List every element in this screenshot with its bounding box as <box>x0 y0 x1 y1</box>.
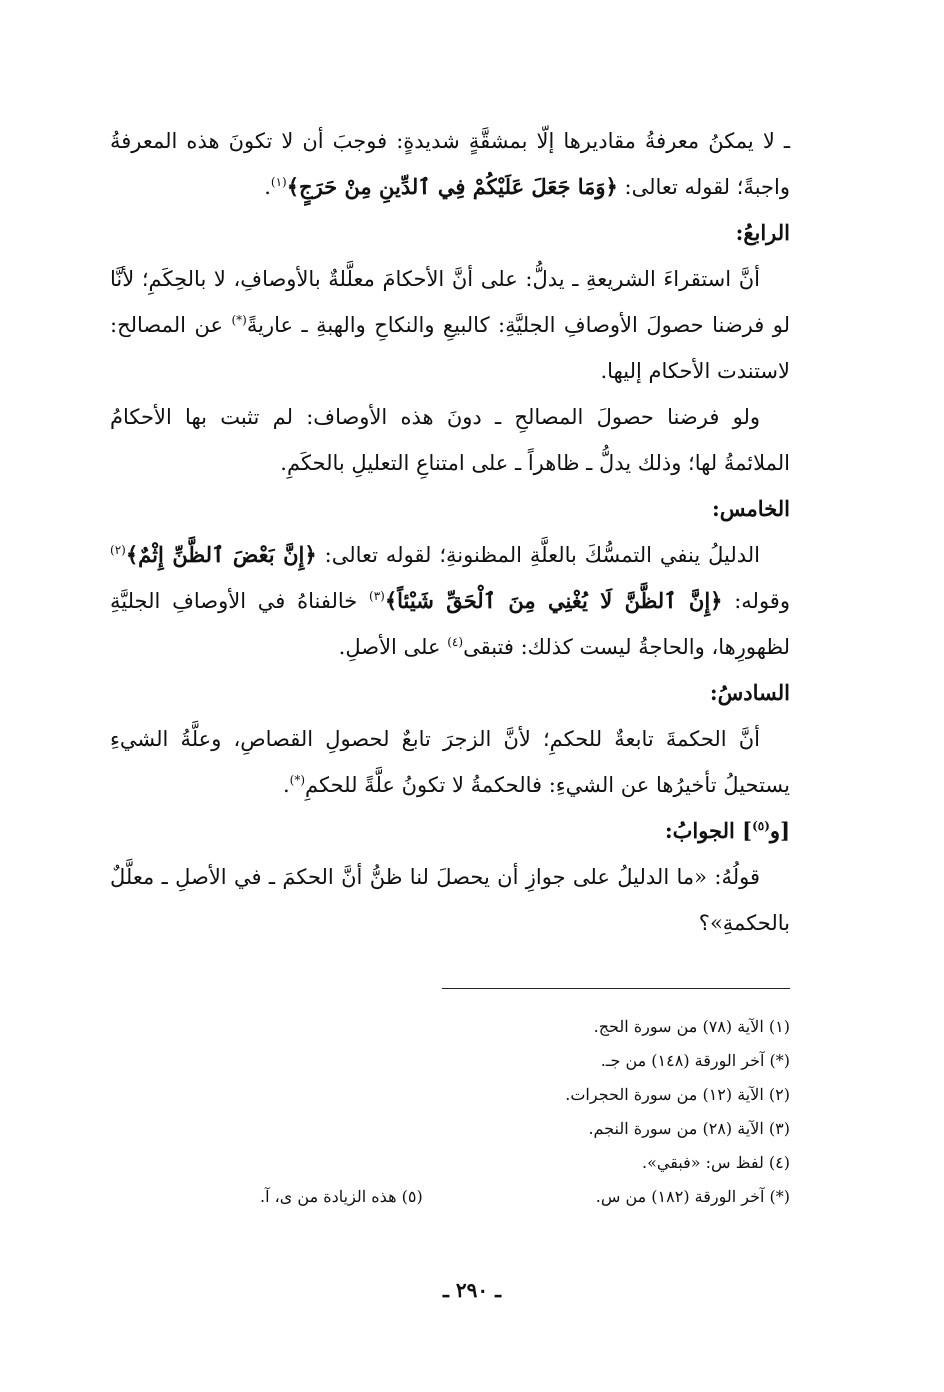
footnote-ref-4: (٤) <box>447 635 464 649</box>
footnote-ref-1: (١) <box>270 175 287 189</box>
footnote-1: (١) الآية (٧٨) من سورة الحج. <box>593 1017 790 1036</box>
footnote-ref-star-1: (*) <box>231 313 247 327</box>
page-number: ـ ٢٩٠ ـ <box>443 1278 501 1302</box>
paragraph-3: ولو فرضنا حصولَ المصالحِ ـ دونَ هذه الأوصاف: لم تثبت بها الأحكامُ الملائمةُ لها؛ وذلك يدلُّ ـ ظاهراً ـ على امتناعِ التعليلِ بالحكَمِ. <box>110 405 790 475</box>
footnote-5: (٥) هذه الزيادة من ى، آ. <box>260 1187 423 1206</box>
paragraph-5-text: أنَّ الحكمةَ تابعةٌ للحكمِ؛ لأنَّ الزجرَ تابعٌ لحصولِ القصاصِ، وعلَّةُ الشيءِ يستحيلُ تأخيرُها عن الشيءِ: فالحكمةُ لا تكونُ علَّةً للحكمِ <box>110 727 790 797</box>
footnote-ref-2: (٢) <box>110 543 126 557</box>
footnote-last-row <box>260 1180 790 1214</box>
paragraph-4-text-a: الدليلُ ينفي التمسُّكَ بالعلَّةِ المظنونةِ؛ لقوله تعالى: <box>324 543 760 567</box>
footnote-divider <box>442 988 790 989</box>
footnote-star-1: (*) آخر الورقة (١٤٨) من جـ. <box>600 1051 790 1070</box>
footnote-3: (٣) الآية (٢٨) من سورة النجم. <box>588 1119 790 1138</box>
paragraph-1-end: . <box>264 175 271 199</box>
footnotes <box>110 1010 790 1214</box>
heading-answer <box>110 808 790 854</box>
paragraph-6: قولُهُ: «ما الدليلُ على جوازِ أن يحصلَ لنا ظنُّ أنَّ الحكمَ ـ في الأصلِ ـ معلَّلٌ بالحكمةِ»؟ <box>110 865 790 935</box>
quran-verse-1: ﴿وَمَا جَعَلَ عَلَيْكُمْ فِي ٱلدِّينِ مِنْ حَرَجٍ﴾ <box>286 174 618 199</box>
quran-verse-2: ﴿إِنَّ بَعْضَ ٱلظَّنِّ إِثْمٌ﴾ <box>125 542 317 567</box>
main-text <box>110 118 790 946</box>
footnote-star-2: (*) آخر الورقة (١٨٢) من س. <box>595 1187 790 1206</box>
footnote-2: (٢) الآية (١٢) من سورة الحجرات. <box>565 1085 790 1104</box>
paragraph-5 <box>110 716 790 808</box>
quran-verse-3: ﴿إِنَّ ٱلظَّنَّ لَا يُغْنِي مِنَ ٱلْحَقِّ شَيْئاً﴾ <box>384 588 723 613</box>
footnote-4: (٤) لفظ س: «فبقي». <box>642 1153 790 1172</box>
paragraph-4-text-b: وقوله: <box>734 589 790 613</box>
paragraph-4 <box>110 532 790 670</box>
footnote-ref-5: (٥) <box>752 819 770 833</box>
paragraph-4-text-c: خالفناهُ في الأوصافِ الجليَّةِ لظهورِها، والحاجةُ ليست كذلك: فتبقى <box>110 589 790 659</box>
paragraph-2-text: أنَّ استقراءَ الشريعةِ ـ يدلُّ: على أنَّ الأحكامَ معلَّلةٌ بالأوصافِ، لا بالحِكَمِ؛ لأنَّا لو فرضنا حصولَ الأوصافِ الجليَّةِ: كالبيعِ والنكاحِ والهبةِ ـ عاريةً <box>110 267 790 337</box>
heading-sixth: السادسُ: <box>709 680 790 705</box>
paragraph-2 <box>110 256 790 394</box>
heading-fifth: الخامس: <box>712 496 790 521</box>
heading-answer-open: [و <box>769 818 790 843</box>
paragraph-1-text: ـ لا يمكنُ معرفةُ مقاديرها إلّا بمشقَّةٍ شديدةٍ: فوجبَ أن لا تكونَ هذه المعرفةُ واجبةً؛ لقوله تعالى: <box>110 129 790 199</box>
paragraph-2-end: عن المصالح: لاستندت الأحكام إليها. <box>110 313 790 383</box>
heading-fourth: الرابعُ: <box>735 220 790 245</box>
footnote-ref-3: (٣) <box>369 589 385 603</box>
heading-answer-text: ] الجوابُ: <box>664 818 753 843</box>
paragraph-5-end: . <box>282 773 290 797</box>
paragraph-4-text-d: على الأصلِ. <box>338 635 441 659</box>
footnote-ref-star-2: (*) <box>289 773 306 787</box>
paragraph-1 <box>110 118 790 210</box>
